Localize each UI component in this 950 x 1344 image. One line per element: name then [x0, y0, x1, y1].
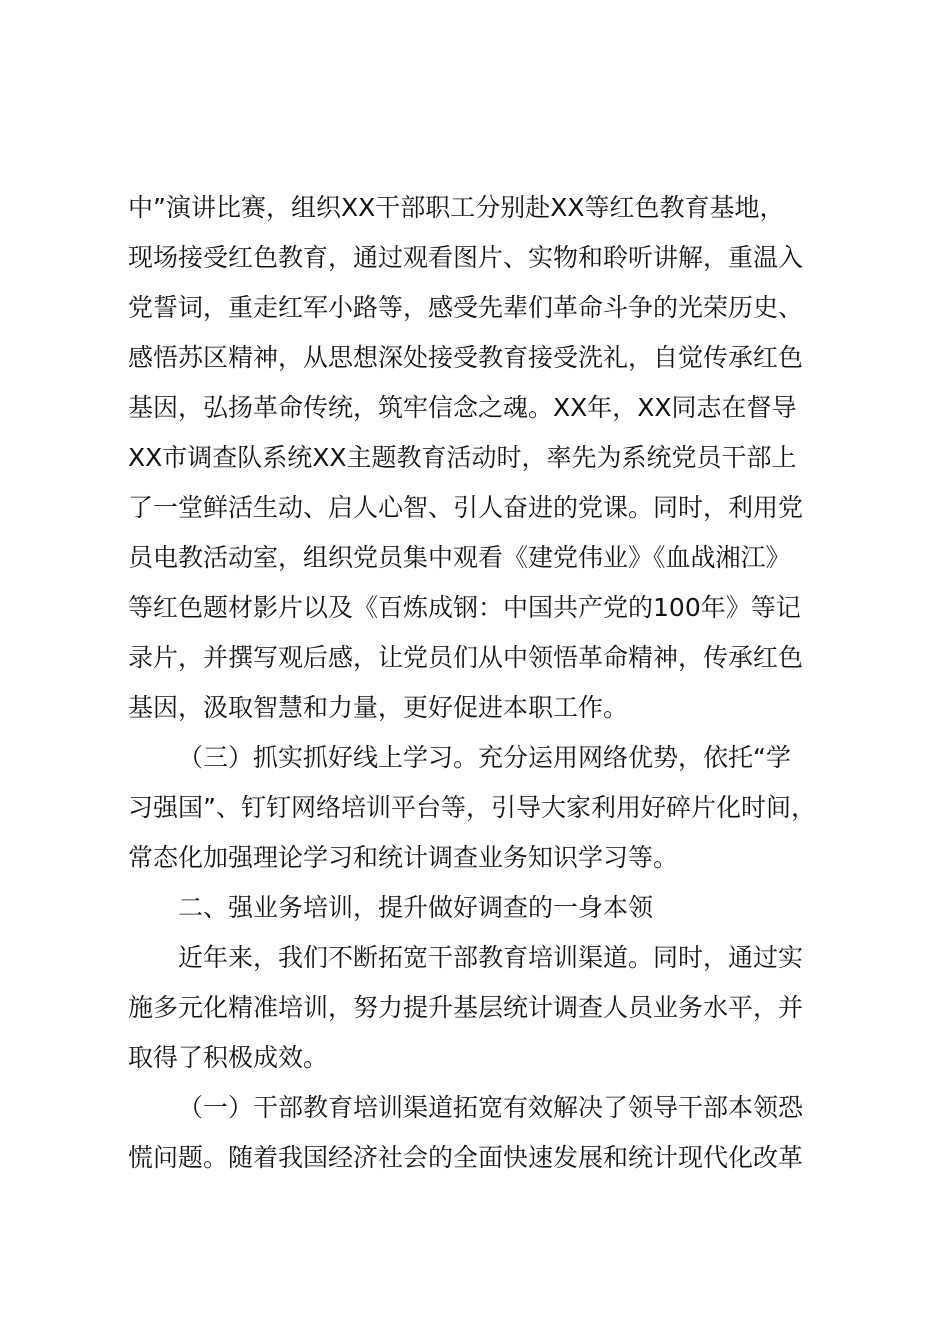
section-heading-2: 二、强业务培训，提升做好调查的一身本领 — [178, 893, 654, 922]
body-text — [128, 183, 838, 1183]
text-line: 基因，汲取智慧和力量，更好促进本职工作。 — [128, 693, 629, 722]
paragraph-heading-3: （三）抓实抓好线上学习。充分运用网络优势，依托“学 — [178, 743, 791, 772]
text-line: 录片，并撰写观后感，让党员们从中领悟革命精神，传承红色 — [128, 643, 804, 672]
text-line: 慌问题。随着我国经济社会的全面快速发展和统计现代化改革 — [128, 1143, 804, 1172]
text-line: 了一堂鲜活生动、启人心智、引人奋进的党课。同时，利用党 — [128, 493, 804, 522]
text-line: 习强国”、钉钉网络培训平台等，引导大家利用好碎片化时间， — [128, 793, 816, 822]
text-line: 常态化加强理论学习和统计调查业务知识学习等。 — [128, 843, 679, 872]
text-line: 感悟苏区精神，从思想深处接受教育接受洗礼，自觉传承红色 — [128, 343, 804, 372]
text-line: 等红色题材影片以及《百炼成钢：中国共产党的100年》等记 — [128, 593, 801, 622]
paragraph-heading-1: （一）干部教育培训渠道拓宽有效解决了领导干部本领恐 — [178, 1093, 804, 1122]
text-line: 党誓词，重走红军小路等，感受先辈们革命斗争的光荣历史、 — [128, 293, 804, 322]
text-line: 施多元化精准培训，努力提升基层统计调查人员业务水平，并 — [128, 993, 804, 1022]
text-line: 基因，弘扬革命传统，筑牢信念之魂。XX年，XX同志在督导 — [128, 393, 797, 422]
text-line: 中”演讲比赛，组织XX干部职工分别赴XX等红色教育基地， — [128, 193, 785, 222]
text-line: 现场接受红色教育，通过观看图片、实物和聆听讲解，重温入 — [128, 243, 804, 272]
text-line: XX市调查队系统XX主题教育活动时，率先为系统党员干部上 — [128, 443, 797, 472]
paragraph-start: 近年来，我们不断拓宽干部教育培训渠道。同时，通过实 — [178, 943, 804, 972]
text-line: 取得了积极成效。 — [128, 1043, 329, 1072]
text-line: 员电教活动室，组织党员集中观看《建党伟业》《血战湘江》 — [128, 543, 791, 572]
